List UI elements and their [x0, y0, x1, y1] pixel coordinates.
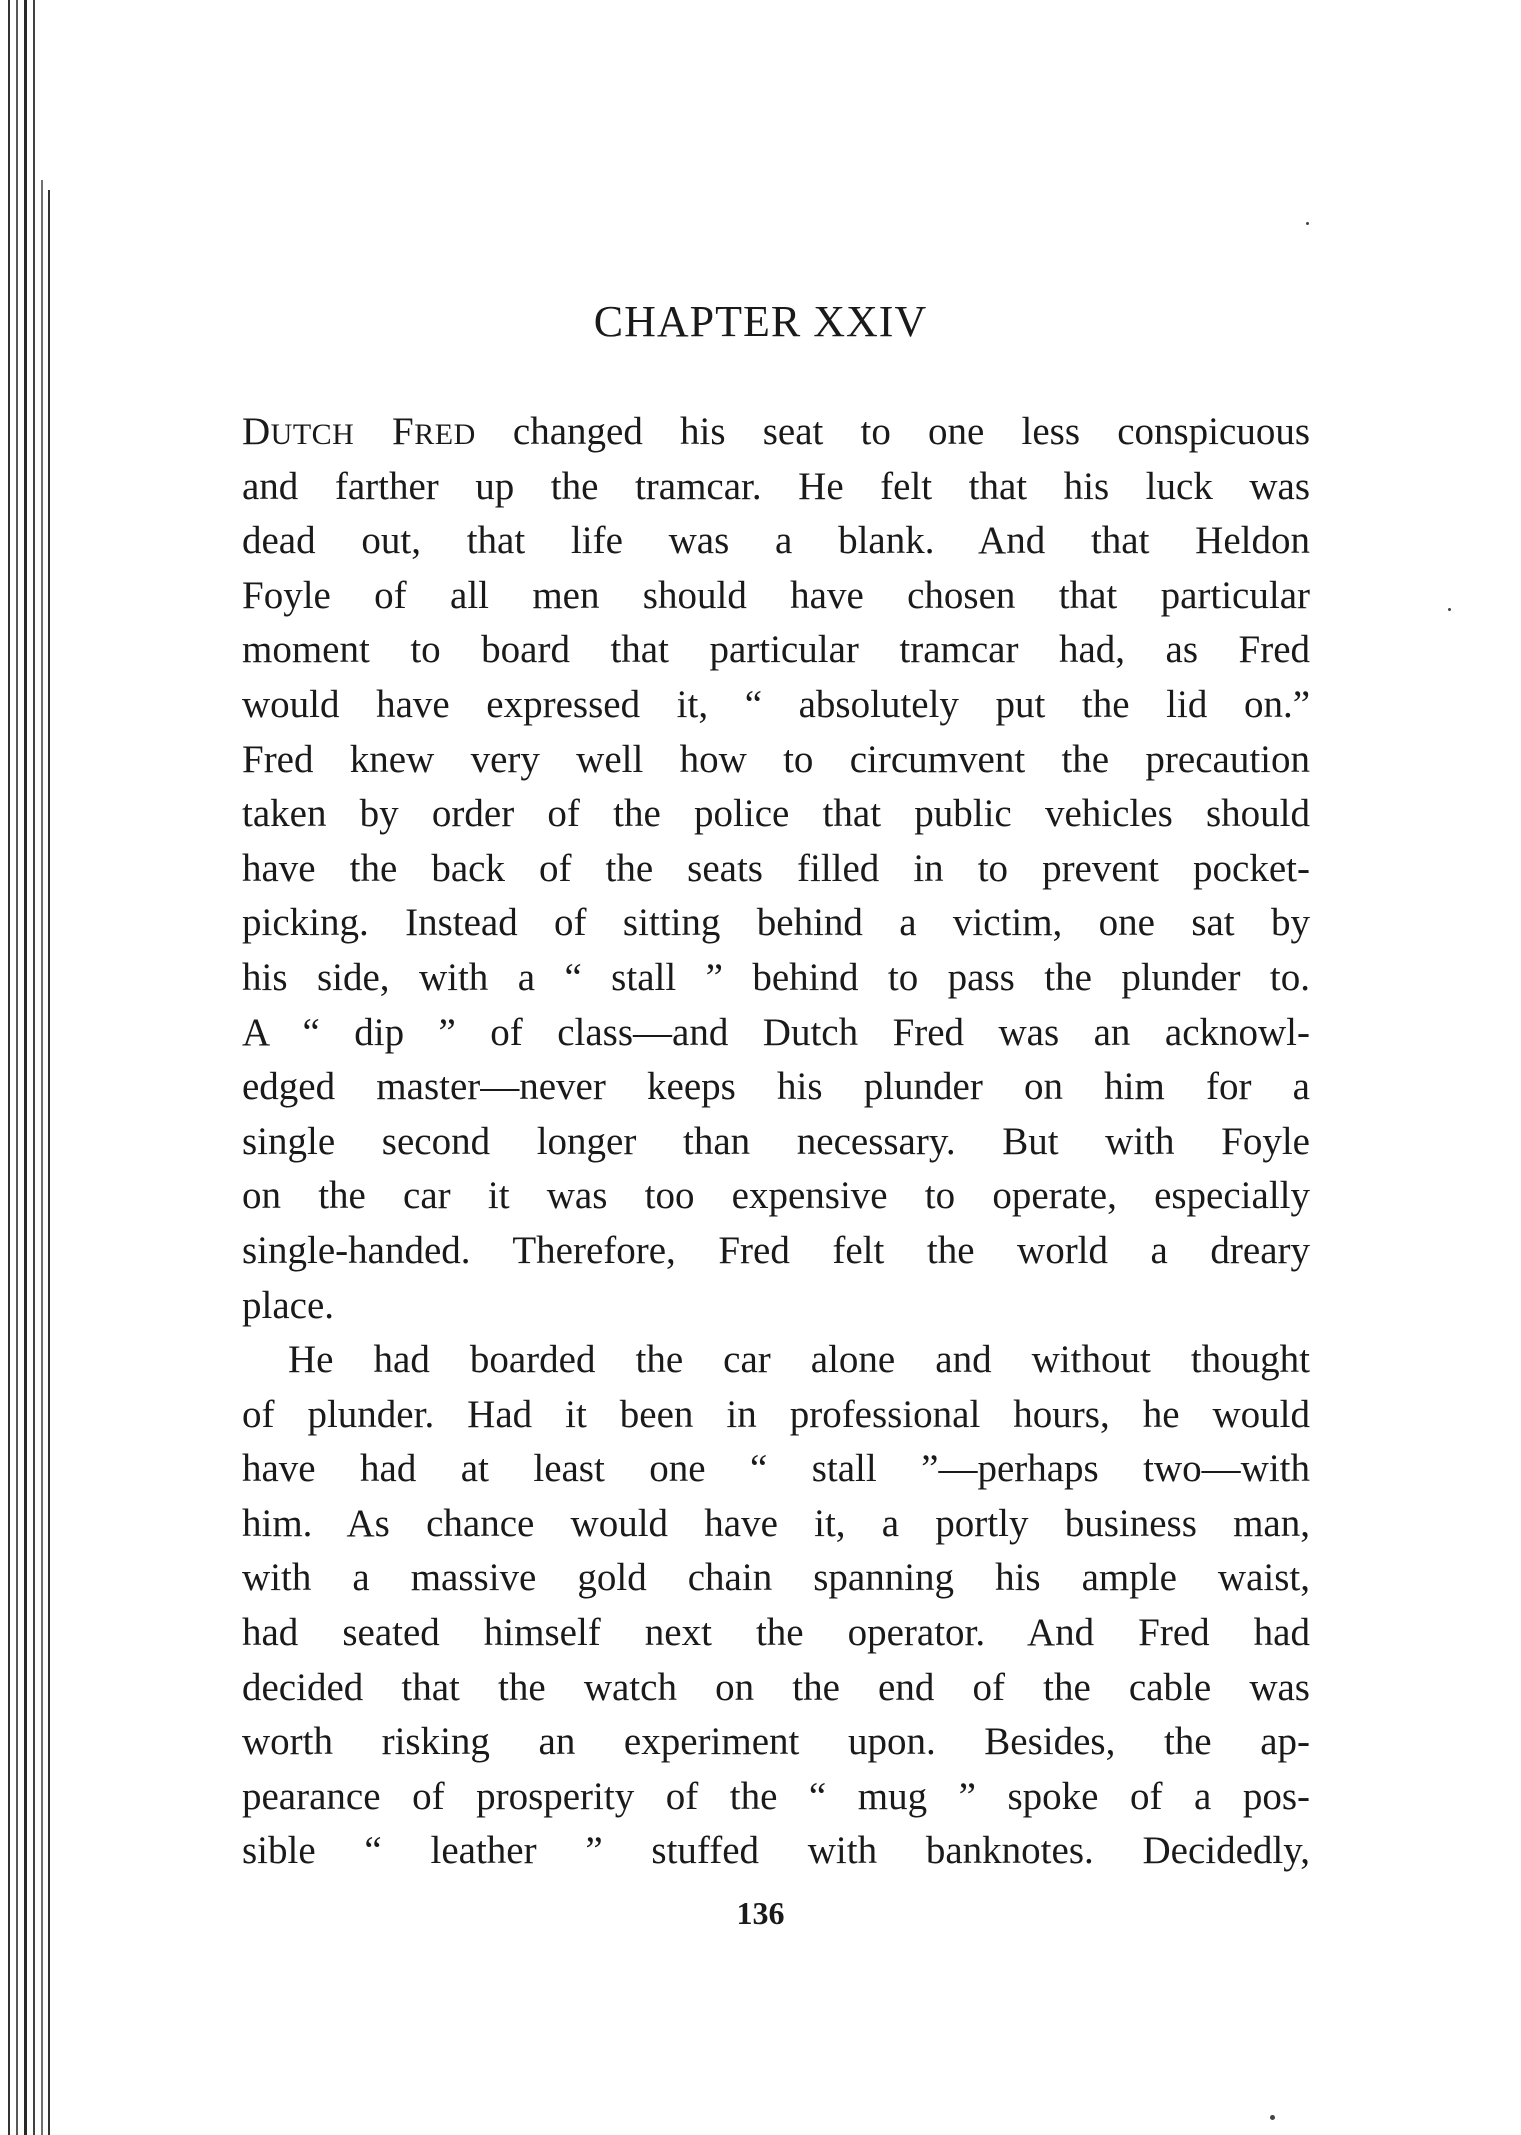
text-line: single second longer than necessary. But with Foyle	[242, 1119, 1310, 1163]
chapter-title: CHAPTER XXIV	[593, 297, 928, 346]
text-line: have had at least one “ stall ”—perhaps two—with	[242, 1447, 1310, 1491]
text-line: taken by order of the police that public vehicles should	[242, 792, 1310, 836]
text-line: his side, with a “ stall ” behind to pass the plunder to.	[242, 955, 1310, 999]
text-line: had seated himself next the operator. And Fred had	[242, 1611, 1310, 1655]
text-line: pearance of prosperity of the “ mug ” spoke of a pos-	[242, 1774, 1310, 1818]
text-line: Foyle of all men should have chosen that particular	[242, 573, 1310, 617]
text-line: place.	[242, 1283, 335, 1327]
text-line: sible “ leather ” stuffed with banknotes. Decidedly,	[242, 1829, 1310, 1873]
text-line: him. As chance would have it, a portly business man,	[242, 1501, 1310, 1545]
lead-words: DUTCH FRED	[242, 410, 476, 453]
page-number: 136	[736, 1895, 785, 1931]
body-text	[242, 405, 1310, 1879]
text-line: decided that the watch on the end of the cable was	[242, 1665, 1310, 1709]
text-line: edged master—never keeps his plunder on him for a	[242, 1065, 1310, 1109]
text-line: DUTCH FRED changed his seat to one less conspicuous	[242, 410, 1310, 453]
text-line: on the car it was too expensive to operate, especially	[242, 1174, 1310, 1218]
text-line: would have expressed it, “ absolutely put the lid on.”	[242, 682, 1310, 726]
text-line: dead out, that life was a blank. And that Heldon	[242, 519, 1310, 563]
paragraph	[242, 405, 1310, 1333]
text-line: Fred knew very well how to circumvent the precaution	[242, 737, 1310, 781]
paragraph	[242, 1333, 1310, 1879]
text-line: and farther up the tramcar. He felt that his luck was	[242, 464, 1310, 508]
text-line: A “ dip ” of class—and Dutch Fred was an acknowl-	[242, 1010, 1310, 1054]
scan-speck	[1270, 2115, 1275, 2120]
scan-speck	[1306, 222, 1309, 225]
text-line: moment to board that particular tramcar had, as Fred	[242, 628, 1310, 672]
text-line: with a massive gold chain spanning his ample waist,	[242, 1556, 1310, 1600]
text-line: of plunder. Had it been in professional hours, he would	[242, 1392, 1310, 1436]
text-line: picking. Instead of sitting behind a victim, one sat by	[242, 901, 1310, 945]
text-line: single-handed. Therefore, Fred felt the world a dreary	[242, 1228, 1310, 1272]
scan-speck	[1448, 608, 1451, 611]
text-line: He had boarded the car alone and without thought	[288, 1338, 1310, 1382]
text-line: have the back of the seats filled in to prevent pocket-	[242, 846, 1310, 890]
text-line: worth risking an experiment upon. Besides, the ap-	[242, 1720, 1310, 1764]
